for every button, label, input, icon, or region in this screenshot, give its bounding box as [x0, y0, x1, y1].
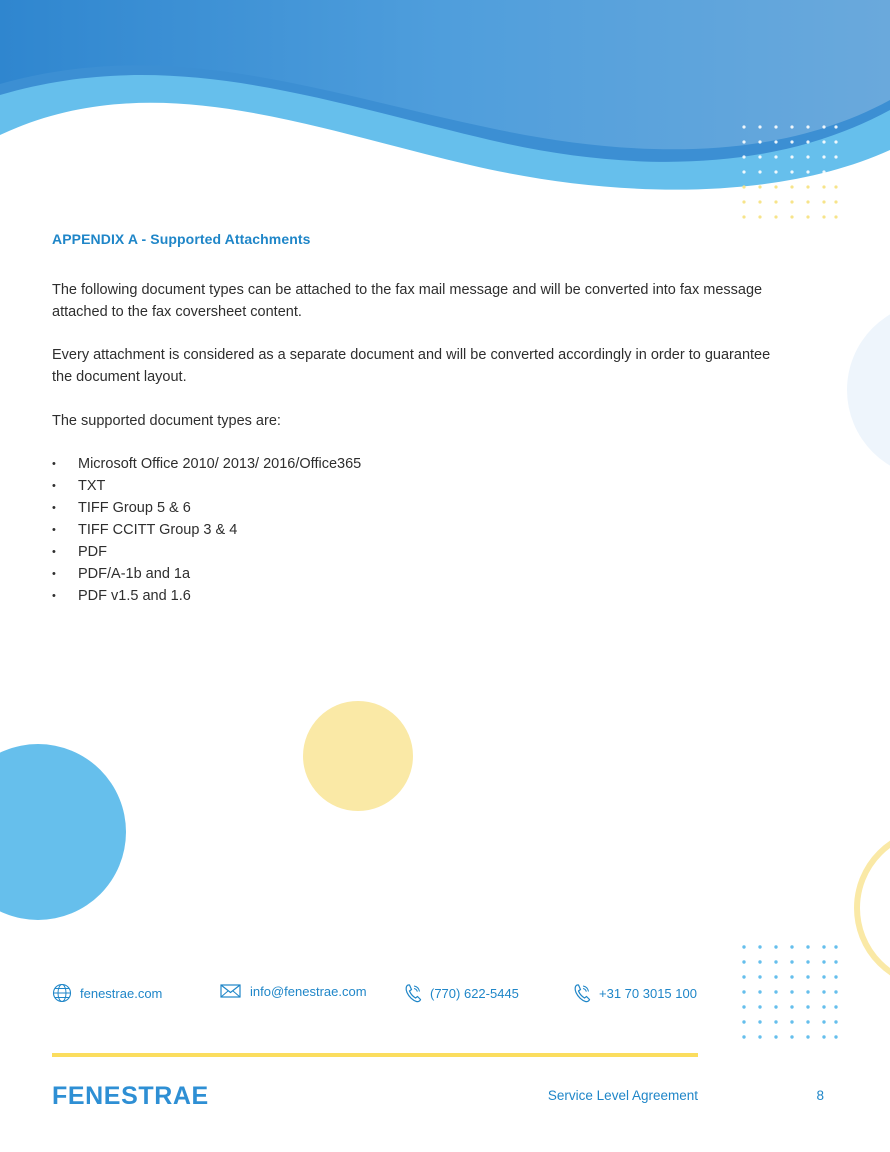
- footer-divider: [52, 1053, 698, 1057]
- list-item-text: TXT: [78, 478, 106, 494]
- document-types-list: [52, 453, 361, 607]
- bullet-glyph: •: [52, 524, 56, 536]
- list-item: [52, 497, 361, 519]
- yellow-ring-right: [857, 830, 890, 986]
- phone-nl-link[interactable]: [573, 983, 697, 1003]
- list-item: [52, 563, 361, 585]
- blue-circle-left: [0, 744, 126, 920]
- list-item-text: TIFF CCITT Group 3 & 4: [78, 522, 238, 538]
- bullet-glyph: •: [52, 458, 56, 470]
- globe-icon: [52, 983, 72, 1003]
- phone-icon: [573, 983, 591, 1003]
- company-logo: FENESTRAE: [52, 1082, 209, 1110]
- website-text: fenestrae.com: [80, 985, 163, 1001]
- phone-us-text: (770) 622-5445: [430, 985, 519, 1001]
- envelope-icon: [220, 983, 242, 999]
- website-link[interactable]: [52, 983, 162, 1003]
- list-item-text: PDF: [78, 544, 107, 560]
- list-item-text: TIFF Group 5 & 6: [78, 500, 191, 516]
- list-item-text: Microsoft Office 2010/ 2013/ 2016/Office365: [78, 456, 362, 472]
- list-item: [52, 475, 361, 497]
- email-text: info@fenestrae.com: [250, 983, 367, 999]
- phone-icon: [404, 983, 422, 1003]
- document-title: Service Level Agreement: [547, 1088, 698, 1103]
- list-item: [52, 585, 361, 607]
- list-item-text: PDF v1.5 and 1.6: [78, 588, 191, 604]
- bullet-glyph: •: [52, 480, 56, 492]
- bullet-glyph: •: [52, 546, 56, 558]
- phone-us-link[interactable]: [404, 983, 519, 1003]
- list-item: [52, 541, 361, 563]
- list-item-text: PDF/A-1b and 1a: [78, 566, 191, 582]
- email-link[interactable]: [220, 983, 367, 999]
- yellow-circle: [303, 701, 413, 811]
- phone-nl-text: +31 70 3015 100: [599, 985, 697, 1001]
- bullet-glyph: •: [52, 590, 56, 602]
- list-item: [52, 519, 361, 541]
- intro-paragraph: The following document types can be attached to the fax mail message and will be converted into fax message attached to the fax coversheet content.: [52, 282, 763, 320]
- bullet-glyph: •: [52, 502, 56, 514]
- dot-grid-bottom: [742, 945, 837, 1038]
- types-intro-paragraph: The supported document types are:: [52, 413, 281, 429]
- page-number: 8: [816, 1088, 824, 1103]
- list-item: [52, 453, 361, 475]
- attachment-paragraph: Every attachment is considered as a separate document and will be converted accordingly in order to guarantee the document layout.: [52, 347, 771, 385]
- appendix-heading: APPENDIX A - Supported Attachments: [52, 231, 311, 247]
- pale-circle-right: [847, 302, 890, 478]
- bullet-glyph: •: [52, 568, 56, 580]
